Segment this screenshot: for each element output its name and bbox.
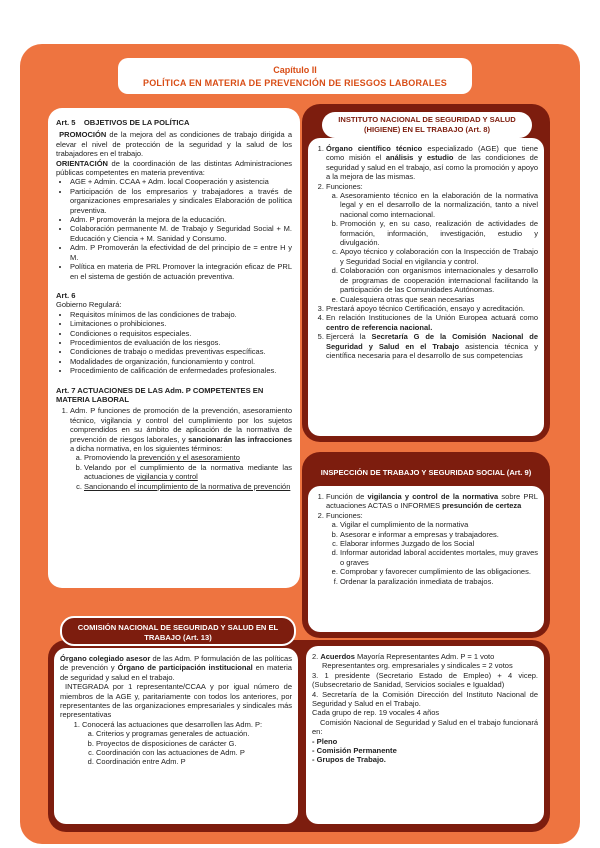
list-item: f. Ordenar la paralización inmediata de trabajos. bbox=[340, 577, 538, 586]
inspeccion-header bbox=[304, 464, 548, 482]
comision-right-content bbox=[306, 646, 544, 824]
inspeccion-funciones-label: Funciones: bbox=[326, 510, 363, 520]
art7-a-underlined: prevención y el asesoramiento bbox=[138, 453, 240, 463]
insht-item1-bold: análisis y estudio bbox=[385, 153, 454, 163]
orientacion-list bbox=[56, 177, 292, 280]
list-item: a. Criterios y programas generales de actuación. bbox=[96, 729, 292, 738]
list-item: • Adm. P promoverán la mejora de la educación. bbox=[70, 215, 292, 224]
inspeccion-content bbox=[308, 486, 544, 632]
insht-item1-label: Órgano científico técnico bbox=[326, 144, 423, 153]
comision-p2: INTEGRADA por 1 representante/CCAA y por igual número de miembros de la AGE y, paritariamente con todos los anteriores, por representantes de las organizaciones empresariales y sindicales más representativas bbox=[60, 682, 292, 720]
art7-text-c: a dicha normativa, en los siguientes términos: bbox=[70, 444, 223, 453]
inspeccion-header-text: INSPECCIÓN DE TRABAJO Y SEGURIDAD SOCIAL (Art. 9) bbox=[320, 468, 532, 477]
insht-item5-text: Ejercerá la bbox=[326, 332, 372, 342]
art5-heading bbox=[56, 118, 292, 127]
grupo-line: Cada grupo de rep. 19 vocales 4 años bbox=[312, 708, 440, 718]
list-item: • Condiciones o requisitos especiales. bbox=[70, 329, 292, 338]
insht-funciones-label: Funciones: bbox=[326, 181, 363, 191]
comision-p1-text: de las Adm. P formulación de las políticas de prevención y bbox=[60, 654, 292, 673]
list-item bbox=[82, 720, 292, 767]
art5-number: Art. 5 bbox=[56, 118, 76, 127]
art6-heading: Art. 6 bbox=[56, 290, 76, 300]
list-item bbox=[84, 482, 292, 491]
comision-p1-text2: en materia de seguridad y salud en el trabajo. bbox=[60, 663, 292, 682]
list-item bbox=[326, 492, 538, 511]
orientacion-paragraph bbox=[56, 159, 292, 178]
list-item: • Limitaciones o prohibiciones. bbox=[70, 319, 292, 328]
chapter-label: Capítulo II bbox=[273, 65, 317, 75]
art7-b-text: Velando por el cumplimiento de la normativa mediante las actuaciones de bbox=[84, 462, 292, 482]
list-item: • Adm. P Promoverán la efectividad de del principio de = entre H y M. bbox=[70, 243, 292, 262]
insht-item4-text: En relación Instituciones de la Unión Europea actuará como bbox=[326, 313, 538, 323]
art6-intro: Gobierno Regulará: bbox=[56, 300, 122, 310]
list-item: • Colaboración permanente M. de Trabajo y Seguridad Social + M. Educación y Ciencia + M. Sanidad y Consumo. bbox=[70, 224, 292, 243]
comision-sublist bbox=[82, 729, 292, 767]
list-item: a. Asesoramiento técnico en la elaboración de la normativa legal y en el desarrollo de la normalización, tanto a nivel nacional como internacional. bbox=[340, 191, 538, 219]
list-item bbox=[326, 511, 538, 586]
inspeccion-funciones-list bbox=[326, 520, 538, 586]
comision-p1-bold: Órgano colegiado asesor bbox=[60, 654, 151, 663]
list-item bbox=[84, 463, 292, 482]
orientacion-label: ORIENTACIÓN bbox=[56, 158, 108, 168]
list-item: d. Coordinación entre Adm. P bbox=[96, 757, 292, 766]
list-item: b. Asesorar e informar a empresas y trabajadores. bbox=[340, 530, 538, 539]
art7-sublist bbox=[70, 453, 292, 491]
funcionamiento-line: Comisión Nacional de Seguridad y Salud en el trabajo funcionará en: bbox=[312, 717, 538, 737]
list-item bbox=[326, 182, 538, 304]
list-item: e. Cualesquiera otras que sean necesarias bbox=[340, 295, 538, 304]
art5-title: OBJETIVOS DE LA POLÍTICA bbox=[83, 118, 190, 127]
comision-left-content bbox=[54, 648, 298, 824]
list-item: b. Proyectos de disposiciones de carácter G. bbox=[96, 739, 292, 748]
promocion-text: de la mejora del as condiciones de trabajo dirigida a elevar el nivel de protección de la seguridad y la salud de los trabajadores en el trabajo. bbox=[56, 130, 292, 159]
list-item: d. Colaboración con organismos internacionales y desarrollo de programas de cooperación internacional facilitando la participación de las Comunidades Autónomas. bbox=[340, 266, 538, 294]
insht-item1-text: especializado (AGE) que tiene como misión el bbox=[326, 144, 538, 163]
acuerdos-number: 2. bbox=[312, 652, 321, 661]
mode-permanente: - Comisión Permanente bbox=[312, 746, 397, 756]
list-item bbox=[326, 313, 538, 332]
insht-content bbox=[308, 138, 544, 436]
list-item bbox=[326, 332, 538, 360]
list-item: a. Vigilar el cumplimiento de la normativa bbox=[340, 520, 538, 529]
list-item: • Procedimientos de evaluación de los riesgos. bbox=[70, 338, 292, 347]
list-item bbox=[326, 144, 538, 182]
list-item: • Condiciones de trabajo o medidas preventivas específicas. bbox=[70, 347, 292, 356]
insht-funciones-list bbox=[326, 191, 538, 304]
inspeccion-item1-bold: vigilancia y control de la normativa bbox=[367, 492, 499, 501]
art7-list bbox=[56, 406, 292, 491]
list-item: e. Comprobar y favorecer cumplimiento de las obligaciones. bbox=[340, 567, 538, 576]
list-item: • Participación de los empresarios y trabajadores a través de organizaciones empresariales y sindicales Elaboración de política preventiva. bbox=[70, 187, 292, 215]
inspeccion-item1-bold2: presunción de certeza bbox=[442, 501, 522, 511]
insht-item5-bold: Secretaría G de la Comisión Nacional de Seguridad y Salud en el Trabajo bbox=[326, 332, 538, 351]
list-item: • Modalidades de organización, funcionamiento y control. bbox=[70, 357, 292, 366]
comision-list bbox=[60, 720, 292, 767]
list-item: c. Coordinación con las actuaciones de Adm. P bbox=[96, 748, 292, 757]
list-item: d. Informar autoridad laboral accidentes mortales, muy graves o graves bbox=[340, 548, 538, 567]
list-item: • Procedimiento de calificación de enfermedades profesionales. bbox=[70, 366, 292, 375]
comision-p1 bbox=[60, 654, 292, 682]
presidente-line: 3. 1 presidente (Secretario Estado de Empleo) + 4 vicep. (Subsecretario de Sanidad, Servicios sociales e Igualdad) bbox=[312, 670, 538, 690]
art7-a-text: Promoviendo la bbox=[84, 453, 139, 463]
inspeccion-item1-text2: sobre PRL actuaciones ACTAS o INFORMES bbox=[326, 492, 538, 511]
chapter-title: POLÍTICA EN MATERIA DE PREVENCIÓN DE RIESGOS LABORALES bbox=[143, 78, 447, 88]
objectives-panel bbox=[48, 108, 300, 588]
list-item bbox=[84, 453, 292, 462]
list-item: • AGE + Admin. CCAA + Adm. local Cooperación y asistencia bbox=[70, 177, 292, 186]
list-item: • Requisitos mínimos de las condiciones de trabajo. bbox=[70, 310, 292, 319]
acuerdos-line bbox=[312, 652, 538, 661]
acuerdos-text: Mayoría Representantes Adm. P = 1 voto bbox=[354, 652, 495, 661]
chapter-title-box bbox=[118, 58, 472, 94]
comision-p3: Conocerá las actuaciones que desarrollen las Adm. P: bbox=[82, 719, 263, 729]
comision-p1-bold2: Órgano de participación institucional bbox=[117, 663, 253, 673]
comision-header-text: COMISIÓN NACIONAL DE SEGURIDAD Y SALUD EN EL TRABAJO (Art. 13) bbox=[77, 623, 279, 642]
comision-header bbox=[60, 616, 296, 646]
art7-text-bold: sancionarán las infracciones bbox=[188, 434, 292, 444]
art7-text-a: Adm. P funciones de promoción de la prevención, asesoramiento técnico, vigilancia y control del cumplimiento por los sujetos comprendidos en su ámbito de aplicación de la normativa de prevención de riesgos laborales, y bbox=[70, 406, 292, 444]
insht-item1-text2: de las condiciones de seguridad y salud en el trabajo, así como la promoción y apoyo a la mejora de las mismas. bbox=[326, 153, 539, 182]
insht-header bbox=[322, 112, 532, 138]
list-item: c. Elaborar informes Juzgado de los Social bbox=[340, 539, 538, 548]
secretaria-line: 4. Secretaría de la Comisión Dirección del Instituto Nacional de Seguridad y Salud en el Trabajo. bbox=[312, 689, 538, 709]
insht-item4-bold: centro de referencia nacional. bbox=[326, 322, 433, 332]
list-item: c. Apoyo técnico y colaboración con la Inspección de Trabajo y Seguridad Social en vigilancia y control. bbox=[340, 247, 538, 266]
promocion-paragraph bbox=[56, 130, 292, 158]
insht-item5-text2: asistencia técnica y científica necesaria para el desarrollo de sus competencias bbox=[326, 341, 538, 360]
art7-b-underlined: vigilancia y control bbox=[136, 472, 198, 482]
inspeccion-item1-text: Función de bbox=[326, 492, 368, 501]
orientacion-text: de la coordinación de las distintas Administraciones públicas competentes en materia preventiva: bbox=[56, 158, 292, 178]
mode-pleno: - Pleno bbox=[312, 736, 338, 746]
list-item: b. Promoción y, en su caso, realización de actividades de formación, información, investigación, estudio y divulgación. bbox=[340, 219, 538, 247]
list-item: • Política en materia de PRL Promover la integración eficaz de PRL en el sistema de gestión de actuación preventiva. bbox=[70, 262, 292, 281]
art6-list bbox=[56, 310, 292, 376]
art7-c-underlined: Sancionando el incumplimiento de la normativa de prevención bbox=[84, 481, 291, 491]
list-item bbox=[70, 406, 292, 491]
acuerdos-label: Acuerdos bbox=[320, 652, 355, 661]
list-item: 3. Prestará apoyo técnico Certificación, ensayo y acreditación. bbox=[326, 304, 538, 313]
art7-heading: Art. 7 ACTUACIONES DE LAS Adm. P COMPETENTES EN MATERIA LABORAL bbox=[56, 385, 264, 404]
promocion-label: PROMOCIÓN bbox=[59, 130, 107, 140]
insht-header-text: INSTITUTO NACIONAL DE SEGURIDAD Y SALUD (HIGIENE) EN EL TRABAJO (Art. 8) bbox=[338, 115, 516, 134]
mode-grupos: - Grupos de Trabajo. bbox=[312, 755, 386, 765]
votos-line: Representantes org. empresariales y sindicales = 2 votos bbox=[322, 661, 513, 671]
insht-list bbox=[312, 144, 538, 360]
inspeccion-list bbox=[312, 492, 538, 586]
